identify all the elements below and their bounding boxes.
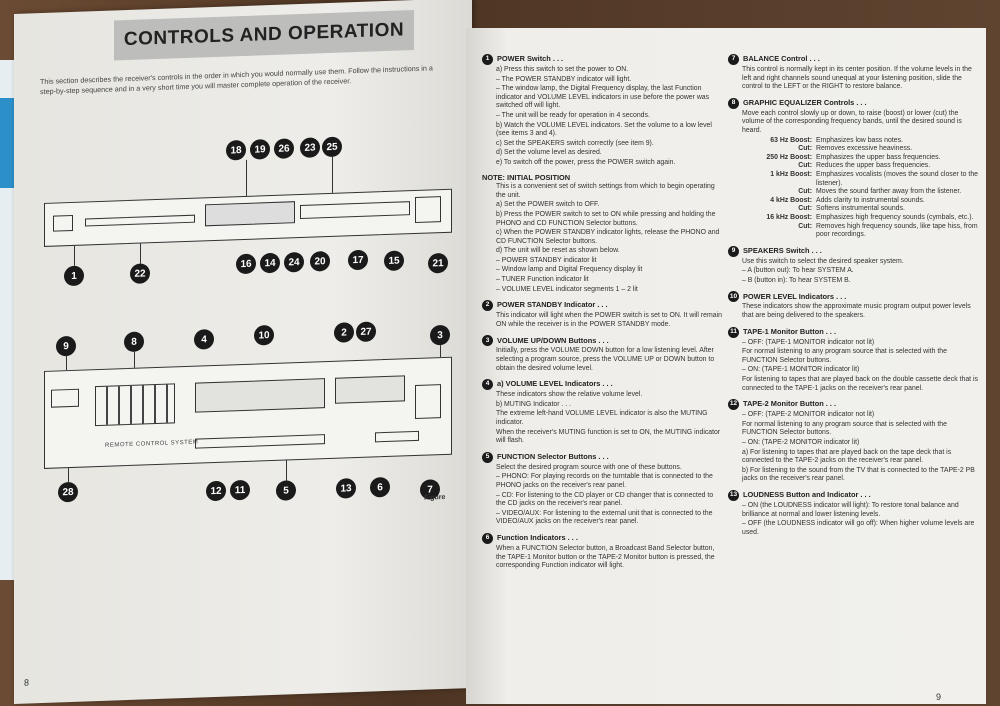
callout-21: 21 bbox=[428, 253, 448, 274]
item-number-badge: 3 bbox=[482, 335, 493, 346]
band-key: Cut: bbox=[798, 188, 812, 196]
tuning-button bbox=[415, 196, 441, 223]
section-body bbox=[728, 66, 978, 92]
callout-2: 2 bbox=[334, 322, 354, 343]
section-body bbox=[728, 502, 978, 537]
band-desc: Reduces the upper bass frequencies. bbox=[816, 162, 931, 170]
body-line: – B (button in): To hear SYSTEM B. bbox=[742, 276, 851, 284]
section-title: TAPE-2 Monitor Button . . . bbox=[743, 399, 837, 409]
section-body bbox=[482, 464, 722, 527]
leader-line bbox=[140, 244, 141, 264]
body-line: – A (button out): To hear SYSTEM A. bbox=[742, 267, 854, 275]
callout-6: 6 bbox=[370, 477, 390, 498]
section-heading bbox=[482, 379, 722, 390]
body-line: e) To switch off the power, press the POWER switch again. bbox=[496, 158, 676, 166]
section-title: POWER LEVEL Indicators . . . bbox=[743, 291, 847, 301]
band-desc: Emphasizes high frequency sounds (cymbals, etc.). bbox=[816, 213, 974, 221]
section-heading bbox=[482, 335, 722, 346]
item-number-badge: 10 bbox=[728, 291, 739, 302]
callout-5: 5 bbox=[276, 480, 296, 501]
frequency-display bbox=[205, 201, 295, 226]
item-number-badge: 11 bbox=[728, 327, 739, 338]
section-10 bbox=[728, 291, 978, 320]
body-line: b) MUTING Indicator . . . bbox=[496, 400, 572, 408]
volume-level-display bbox=[195, 378, 325, 413]
body-line: – The unit will be ready for operation in 4 seconds. bbox=[496, 111, 650, 119]
callout-24: 24 bbox=[284, 252, 304, 273]
function-buttons bbox=[195, 434, 325, 449]
callout-10: 10 bbox=[254, 325, 274, 346]
callout-7: 7 bbox=[420, 479, 440, 500]
callout-4: 4 bbox=[194, 329, 214, 350]
item-number-badge: 9 bbox=[728, 246, 739, 257]
volume-buttons bbox=[415, 384, 441, 419]
callout-12: 12 bbox=[206, 481, 226, 502]
band-key: 4 kHz Boost: bbox=[770, 196, 812, 204]
body-line: Use this switch to select the desired speaker system. bbox=[742, 257, 904, 265]
body-line: For normal listening to any program source that is selected with the FUNCTION Selector buttons. bbox=[742, 420, 947, 437]
body-line: c) When the POWER STANDBY indicator lights, release the PHONO and CD FUNCTION Selector buttons. bbox=[496, 229, 720, 245]
section-title: GRAPHIC EQUALIZER Controls . . . bbox=[743, 97, 867, 107]
band-key: Cut: bbox=[798, 162, 812, 170]
leader-line bbox=[66, 356, 67, 370]
body-line: This control is normally kept in its center position. If the volume levels in the left and right channels sound unequal at your listening position, slide the control to the LEFT or the RIGHT to restore balance. bbox=[742, 66, 972, 91]
body-line: – OFF: (TAPE-2 MONITOR indicator not lit) bbox=[742, 411, 875, 419]
body-line: b) Watch the VOLUME LEVEL indicators. Set the volume to a low level (see items 3 and 4). bbox=[496, 121, 712, 138]
section-body bbox=[728, 303, 978, 320]
body-line: When a FUNCTION Selector button, a Broadcast Band Selector button, the TAPE-1 Monitor button or the TAPE-2 Monitor button is pressed, the corresponding Function indicator will light. bbox=[496, 544, 715, 570]
section-body bbox=[482, 347, 722, 373]
section-body bbox=[728, 411, 978, 484]
body-line: b) Press the POWER switch to set to ON while pressing and holding the PHONO and CD FUNCTION Selector buttons. bbox=[496, 210, 716, 227]
text-column-right bbox=[728, 54, 978, 543]
band-desc: Emphasizes vocalists (moves the sound closer to the listener). bbox=[816, 170, 979, 187]
section-title: LOUDNESS Button and Indicator . . . bbox=[743, 490, 871, 500]
section-7 bbox=[728, 54, 978, 92]
band-desc: Removes high frequency sounds, like tape hiss, from poor recordings. bbox=[816, 222, 978, 239]
section-body bbox=[482, 545, 722, 571]
equalizer-sliders bbox=[95, 383, 175, 426]
leader-line bbox=[332, 157, 333, 193]
receiver-diagram bbox=[38, 128, 458, 533]
item-number-badge: 13 bbox=[728, 490, 739, 501]
body-line: a) For listening to tapes that are played back on the tape deck that is connected to the TAPE-2 jacks on the receiver's rear panel. bbox=[742, 448, 952, 465]
body-line: d) The unit will be reset as shown below. bbox=[496, 247, 620, 255]
body-line: – ON: (TAPE-1 MONITOR indicator lit) bbox=[742, 366, 860, 374]
section-heading bbox=[728, 490, 978, 501]
section-title: BALANCE Control . . . bbox=[743, 54, 820, 64]
item-number-badge: 12 bbox=[728, 399, 739, 410]
equalizer-bands bbox=[728, 137, 978, 240]
section-heading bbox=[482, 174, 722, 183]
body-line: This is a convenient set of switch settings from which to begin operating the unit. bbox=[496, 183, 715, 199]
band-desc: Removes excessive heaviness. bbox=[816, 145, 913, 153]
item-number-badge: 5 bbox=[482, 452, 493, 463]
page-number-right: 9 bbox=[936, 692, 942, 702]
intro-text: This section describes the receiver's controls in the order in which you would normally use them. Follow the instructions in a step-by-step sequence and in a very short time you will master complete operation of the receiver. bbox=[40, 63, 433, 97]
section-13 bbox=[728, 490, 978, 537]
section-body bbox=[482, 391, 722, 446]
body-line: a) Set the POWER switch to OFF. bbox=[496, 201, 600, 209]
body-line: d) Set the volume level as desired. bbox=[496, 149, 602, 157]
section-title: a) VOLUME LEVEL Indicators . . . bbox=[497, 379, 613, 389]
callout-22: 22 bbox=[130, 263, 150, 284]
body-line: b) For listening to the sound from the TV that is connected to the TAPE-2 PB jacks on the receiver's rear panel. bbox=[742, 466, 975, 483]
band-key: 250 Hz Boost: bbox=[766, 153, 812, 161]
section-12 bbox=[728, 399, 978, 484]
text-column-left bbox=[482, 54, 722, 577]
body-line: a) Press this switch to set the power to ON. bbox=[496, 66, 629, 73]
body-line: – Window lamp and Digital Frequency display lit bbox=[496, 266, 643, 274]
body-line: – The POWER STANDBY indicator will light. bbox=[496, 75, 632, 83]
section-9 bbox=[728, 246, 978, 286]
callout-18: 18 bbox=[226, 140, 246, 161]
section-8 bbox=[728, 98, 978, 240]
section-title: SPEAKERS Switch . . . bbox=[743, 245, 822, 255]
section-heading bbox=[728, 98, 978, 109]
section-heading bbox=[728, 327, 978, 338]
power-level-display bbox=[335, 375, 405, 403]
section-5 bbox=[482, 452, 722, 527]
body-line: – PHONO: For playing records on the turntable that is connected to the PHONO jacks on the receiver's rear panel. bbox=[496, 473, 713, 489]
section-body bbox=[482, 183, 722, 294]
section-body bbox=[728, 110, 978, 136]
speakers-switch bbox=[51, 389, 79, 408]
section-heading bbox=[482, 533, 722, 544]
callout-15: 15 bbox=[384, 250, 404, 271]
body-line: – The window lamp, the Digital Frequency display, the last Function indicator and VOLUME LEVEL indicators in use before the power was switched off will light. bbox=[496, 85, 710, 110]
section-body bbox=[482, 312, 722, 329]
leader-line bbox=[134, 352, 135, 368]
section-6 bbox=[482, 533, 722, 571]
section-title: VOLUME UP/DOWN Buttons . . . bbox=[497, 335, 609, 345]
band-desc: Adds clarity to instrumental sounds. bbox=[816, 196, 925, 204]
callout-9: 9 bbox=[56, 336, 76, 357]
callout-27: 27 bbox=[356, 321, 376, 342]
preset-buttons bbox=[85, 215, 195, 227]
callout-19: 19 bbox=[250, 139, 270, 160]
callout-11: 11 bbox=[230, 480, 250, 501]
callout-17: 17 bbox=[348, 250, 368, 271]
callout-20: 20 bbox=[310, 251, 330, 272]
front-panel-lower bbox=[44, 357, 452, 469]
band-key: Cut: bbox=[798, 222, 812, 230]
body-line: – TUNER Function indicator lit bbox=[496, 276, 589, 284]
section-heading bbox=[482, 54, 722, 65]
section-heading bbox=[728, 246, 978, 257]
body-line: When the receiver's MUTING function is set to ON, the MUTING indicator will flash. bbox=[496, 428, 721, 445]
section-title: Function Indicators . . . bbox=[497, 533, 578, 543]
item-number-badge: 8 bbox=[728, 98, 739, 109]
callout-26: 26 bbox=[274, 138, 294, 159]
band-key: 16 kHz Boost: bbox=[766, 213, 812, 221]
band-key: 1 kHz Boost: bbox=[770, 170, 812, 178]
section-4 bbox=[482, 379, 722, 446]
band-buttons bbox=[300, 201, 410, 219]
section-3 bbox=[482, 335, 722, 373]
item-number-badge: 7 bbox=[728, 54, 739, 65]
band-key: Cut: bbox=[798, 145, 812, 153]
item-number-badge: 4 bbox=[482, 379, 493, 390]
band-desc: Emphasizes low bass notes. bbox=[816, 136, 903, 144]
body-line: – POWER STANDBY indicator lit bbox=[496, 256, 597, 264]
body-line: – ON (the LOUDNESS indicator will light): To restore tonal balance and brilliance at normal and lower listening levels. bbox=[742, 501, 959, 518]
callout-16: 16 bbox=[236, 254, 256, 275]
section-body bbox=[482, 66, 722, 168]
item-number-badge: 2 bbox=[482, 300, 493, 311]
item-number-badge: 6 bbox=[482, 533, 493, 544]
section-title: POWER Switch . . . bbox=[497, 54, 564, 64]
band-desc: Softens instrumental sounds. bbox=[816, 205, 905, 213]
body-line: These indicators show the approximate music program output power levels that are being delivered to the speakers. bbox=[742, 303, 971, 320]
title-banner bbox=[114, 10, 414, 60]
body-line: – OFF: (TAPE-1 MONITOR indicator not lit) bbox=[742, 338, 875, 346]
page-number-left: 8 bbox=[24, 677, 30, 688]
item-number-badge: 1 bbox=[482, 54, 493, 65]
section-11 bbox=[728, 327, 978, 394]
callout-8: 8 bbox=[124, 331, 144, 352]
body-line: – CD: For listening to the CD player or CD changer that is connected to the CD jacks on the receiver's rear panel. bbox=[496, 491, 714, 508]
section-title: NOTE: INITIAL POSITION bbox=[482, 172, 571, 182]
body-line: – VOLUME LEVEL indicator segments 1 – 2 lit bbox=[496, 285, 638, 293]
body-line: These indicators show the relative volume level. bbox=[496, 391, 643, 399]
section-heading bbox=[728, 291, 978, 302]
right-page bbox=[466, 28, 986, 704]
section-2 bbox=[482, 300, 722, 329]
leader-line bbox=[246, 160, 247, 196]
section-1 bbox=[482, 54, 722, 168]
section-heading bbox=[728, 399, 978, 410]
body-line: Select the desired program source with one of these buttons. bbox=[496, 463, 682, 471]
body-line: For normal listening to any program source that is selected with the FUNCTION Selector buttons. bbox=[742, 348, 947, 364]
front-panel-upper bbox=[44, 189, 452, 247]
section-title: FUNCTION Selector Buttons . . . bbox=[497, 451, 609, 461]
body-line: The extreme left-hand VOLUME LEVEL indicator is also the MUTING indicator. bbox=[496, 410, 708, 426]
body-line: Initially, press the VOLUME DOWN button for a low listening level. After selecting a program source, press the VOLUME UP or DOWN button to obtain the desired volume level. bbox=[496, 347, 715, 372]
callout-13: 13 bbox=[336, 478, 356, 499]
body-line: – OFF (the LOUDNESS indicator will go off): When higher volume levels are used. bbox=[742, 520, 975, 536]
leader-line bbox=[286, 460, 287, 480]
callout-3: 3 bbox=[430, 325, 450, 346]
section-body bbox=[728, 339, 978, 394]
section-heading bbox=[482, 300, 722, 311]
leader-line bbox=[68, 468, 69, 482]
figure-label: Figure bbox=[424, 493, 446, 502]
section-title: POWER STANDBY Indicator . . . bbox=[497, 300, 608, 310]
power-switch bbox=[53, 215, 73, 232]
body-line: – VIDEO/AUX: For listening to the external unit that is connected to the VIDEO/AUX jacks on the receiver's rear panel. bbox=[496, 509, 713, 526]
callout-25: 25 bbox=[322, 137, 342, 158]
band-desc: Moves the sound farther away from the listener. bbox=[816, 188, 962, 196]
page-title: CONTROLS AND OPERATION bbox=[123, 19, 405, 51]
leader-line bbox=[74, 246, 75, 266]
body-line: For listening to tapes that are played back on the double cassette deck that is connected to the TAPE-1 jacks on the receiver's rear panel. bbox=[742, 376, 978, 392]
balance-slider bbox=[375, 431, 419, 443]
callout-23: 23 bbox=[300, 137, 320, 158]
body-line: – ON: (TAPE-2 MONITOR indicator lit) bbox=[742, 439, 860, 446]
section-title: TAPE-1 Monitor Button . . . bbox=[743, 326, 837, 336]
section-heading bbox=[482, 452, 722, 463]
section-note bbox=[482, 174, 722, 295]
body-line: This indicator will light when the POWER switch is set to ON. It will remain ON while the receiver is in the POWER STANDBY mode. bbox=[496, 312, 722, 328]
body-line: Move each control slowly up or down, to raise (boost) or lower (cut) the volume of the corresponding frequency bands, until the desired sound is heard. bbox=[742, 109, 962, 134]
section-body bbox=[728, 258, 978, 286]
callout-14: 14 bbox=[260, 253, 280, 274]
band-key: 63 Hz Boost: bbox=[770, 136, 812, 144]
body-line: c) Set the SPEAKERS switch correctly (see item 9). bbox=[496, 139, 654, 147]
left-page bbox=[14, 0, 472, 704]
band-key: Cut: bbox=[798, 205, 812, 213]
band-desc: Emphasizes the upper bass frequencies. bbox=[816, 153, 941, 161]
callout-1: 1 bbox=[64, 266, 84, 287]
leader-line bbox=[440, 345, 441, 357]
section-heading bbox=[728, 54, 978, 65]
remote-control-label: REMOTE CONTROL SYSTEM bbox=[105, 439, 199, 449]
callout-28: 28 bbox=[58, 482, 78, 503]
